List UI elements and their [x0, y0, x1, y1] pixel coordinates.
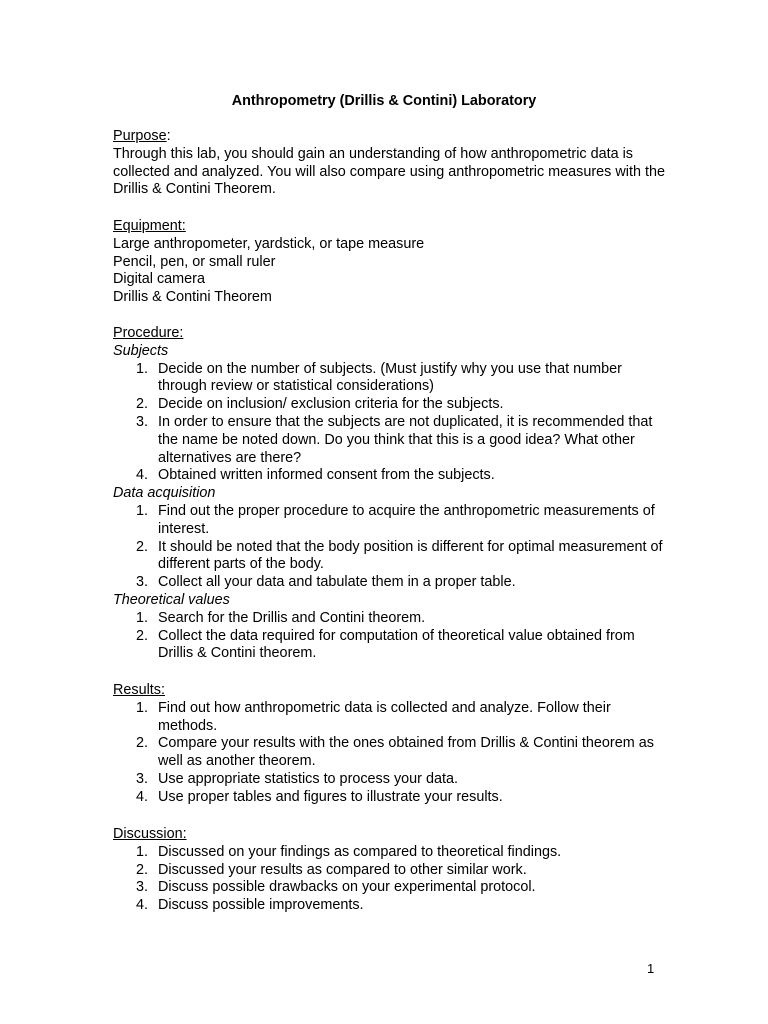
- purpose-heading-wrap: [113, 128, 171, 144]
- results-list: [113, 700, 673, 807]
- list-text: Use appropriate statistics to process your data.: [158, 770, 458, 787]
- equipment-heading: Equipment:: [113, 218, 186, 234]
- equipment-item: Drillis & Contini Theorem: [113, 289, 272, 306]
- list-number: 2.: [136, 861, 149, 878]
- list-item: [113, 789, 673, 807]
- list-text: Collect all your data and tabulate them in a proper table.: [158, 574, 516, 591]
- list-number: 2.: [136, 396, 149, 413]
- list-number: 2.: [136, 627, 149, 644]
- list-item: [113, 467, 673, 485]
- list-text: Search for the Drillis and Contini theorem.: [158, 609, 426, 626]
- list-item: [113, 862, 673, 880]
- list-number: 1.: [136, 843, 149, 860]
- discussion-section: [113, 826, 673, 915]
- subjects-subheading: Subjects: [113, 342, 169, 359]
- procedure-section: [113, 325, 673, 663]
- equipment-item: Large anthropometer, yardstick, or tape measure: [113, 235, 425, 252]
- list-item: [113, 361, 673, 397]
- list-text: Collect the data required for computation of theoretical value obtained from Drillis & Contini theorem.: [158, 627, 635, 662]
- list-text: Obtained written informed consent from the subjects.: [158, 467, 495, 484]
- list-text: In order to ensure that the subjects are not duplicated, it is recommended that the name be noted down. Do you think that this is a good idea? What other alternatives are there?: [158, 413, 653, 466]
- list-item: [113, 771, 673, 789]
- list-number: 1.: [136, 699, 149, 716]
- list-item: [113, 574, 673, 592]
- equipment-item: Digital camera: [113, 271, 205, 288]
- discussion-list: [113, 844, 673, 915]
- list-number: 1.: [136, 360, 149, 377]
- list-number: 3.: [136, 574, 149, 591]
- list-item: [113, 503, 673, 539]
- results-heading: Results:: [113, 682, 165, 698]
- list-item: [113, 610, 673, 628]
- list-item: [113, 844, 673, 862]
- list-text: Use proper tables and figures to illustrate your results.: [158, 788, 503, 805]
- theoretical-values-list: [113, 610, 673, 663]
- list-number: 4.: [136, 467, 149, 484]
- list-number: 4.: [136, 897, 149, 914]
- purpose-text: Through this lab, you should gain an understanding of how anthropometric data is collected and analyzed. You will also compare using anthropometric measures with the Drillis & Contini Theorem.: [113, 145, 665, 198]
- list-item: [113, 700, 673, 736]
- list-item: [113, 628, 673, 664]
- data-acquisition-subheading: Data acquisition: [113, 485, 216, 502]
- list-text: Compare your results with the ones obtained from Drillis & Contini theorem as well as another theorem.: [158, 735, 654, 770]
- list-text: Discussed on your findings as compared to theoretical findings.: [158, 843, 562, 860]
- data-acquisition-list: [113, 503, 673, 592]
- list-text: Decide on inclusion/ exclusion criteria for the subjects.: [158, 396, 504, 413]
- list-item: [113, 414, 673, 467]
- results-section: [113, 682, 673, 807]
- subjects-list: [113, 361, 673, 486]
- list-number: 2.: [136, 735, 149, 752]
- purpose-heading: Purpose: [113, 128, 167, 144]
- equipment-section: [113, 218, 673, 307]
- list-text: It should be noted that the body position is different for optimal measurement of different parts of the body.: [158, 538, 663, 573]
- document-title: Anthropometry (Drillis & Contini) Laboratory: [231, 93, 537, 109]
- list-item: [113, 539, 673, 575]
- equipment-item: Pencil, pen, or small ruler: [113, 253, 276, 270]
- discussion-heading: Discussion:: [113, 826, 187, 842]
- list-number: 1.: [136, 609, 149, 626]
- list-number: 3.: [136, 879, 149, 896]
- list-text: Find out the proper procedure to acquire the anthropometric measurements of interest.: [158, 502, 655, 537]
- list-text: Discuss possible improvements.: [158, 897, 364, 914]
- theoretical-values-subheading: Theoretical values: [113, 591, 230, 608]
- list-text: Discuss possible drawbacks on your experimental protocol.: [158, 879, 536, 896]
- list-item: [113, 879, 673, 897]
- procedure-heading: Procedure:: [113, 325, 184, 341]
- list-item: [113, 735, 673, 771]
- list-number: 3.: [136, 413, 149, 430]
- purpose-colon: :: [166, 128, 171, 144]
- list-number: 3.: [136, 770, 149, 787]
- list-number: 2.: [136, 538, 149, 555]
- list-text: Decide on the number of subjects. (Must justify why you use that number through review or statistical considerations): [158, 360, 622, 395]
- list-item: [113, 396, 673, 414]
- purpose-section: [113, 128, 673, 199]
- list-item: [113, 897, 673, 915]
- list-text: Discussed your results as compared to other similar work.: [158, 861, 527, 878]
- list-number: 1.: [136, 502, 149, 519]
- list-text: Find out how anthropometric data is collected and analyze. Follow their methods.: [158, 699, 611, 734]
- list-number: 4.: [136, 788, 149, 805]
- page-number: 1: [647, 961, 655, 976]
